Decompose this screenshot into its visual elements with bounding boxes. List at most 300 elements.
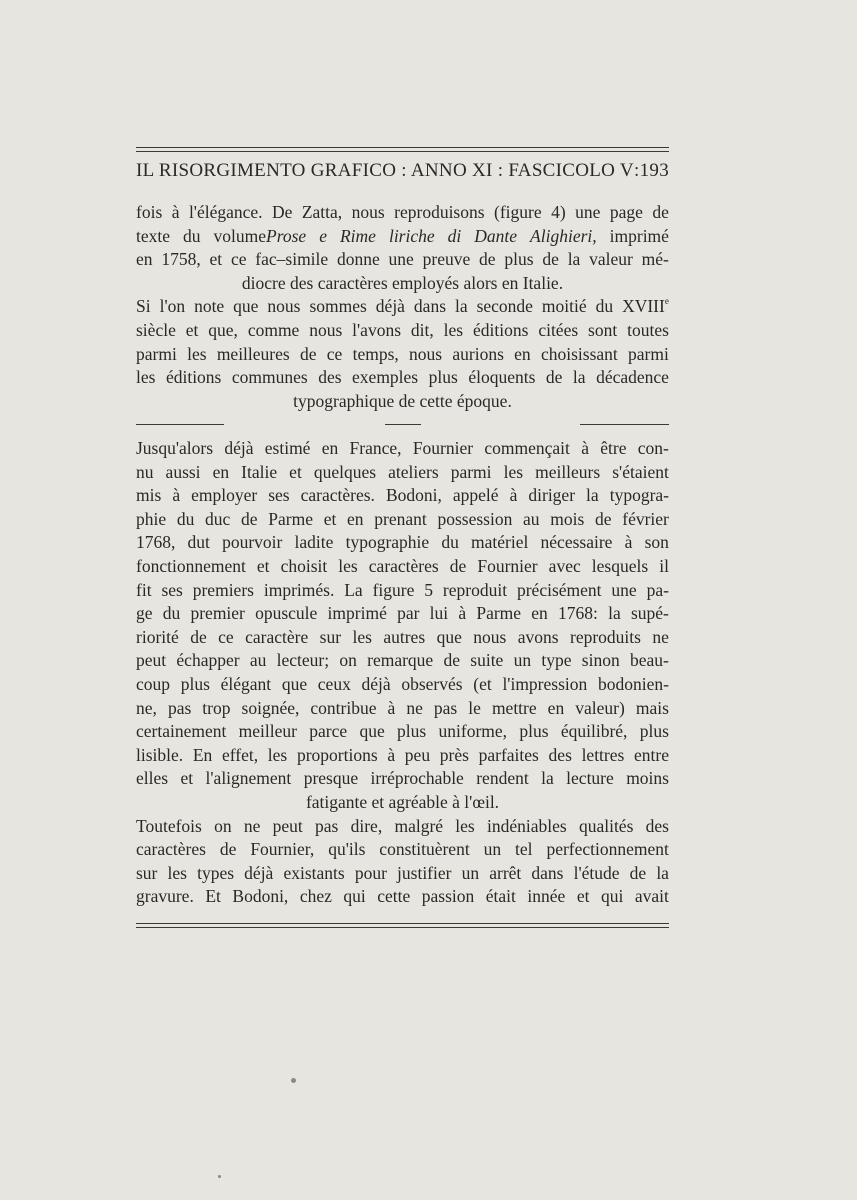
text-line [136,484,669,508]
word: Jusqu'alors [136,438,214,458]
word: avons [517,626,559,647]
word: rendent [476,768,529,789]
word: dire, [350,815,383,836]
word: fac–simile [255,249,329,270]
word: duc [205,508,231,529]
word: bodonien- [597,673,669,694]
word: à [387,744,396,765]
word: la [656,862,669,883]
word: ceux [317,673,351,694]
bottom-rule [136,923,669,924]
word: et [209,249,223,270]
section-divider-right [580,424,669,425]
word: presque [303,768,359,789]
word: à [171,202,180,222]
word: 4) [551,202,566,222]
text-line [136,697,669,721]
word: typogra- [609,485,669,506]
word: typographie [345,532,430,553]
text-line [136,579,669,603]
word: meilleur [238,721,297,742]
word: un [513,650,532,671]
text-run: typographique de cette époque. [293,390,512,411]
text-line [136,602,669,626]
word: lesquels [591,555,649,576]
word: en [136,249,153,270]
word: et [180,768,194,789]
word: Bodoni, [385,485,442,506]
word: que [359,721,385,742]
word: existants [283,862,345,883]
word: et [256,555,270,576]
word: dans [531,862,564,883]
word: Parme [476,603,522,624]
word: ce [218,626,234,647]
word: de [219,839,237,860]
word: que [281,673,308,694]
word: de [542,249,559,270]
word: en [514,343,531,364]
word: pa- [646,579,669,600]
word: reproduit [442,579,508,600]
word: que, [208,319,238,340]
word: autres [383,626,426,647]
word: de [545,367,563,388]
text-line [136,437,669,461]
word: plus [519,721,549,742]
word: commençait [484,438,570,458]
word: de [190,626,207,647]
word: en [531,603,548,624]
word: nu [136,461,154,482]
word: seconde [476,296,533,317]
word: opuscule [255,603,318,624]
word: types [197,862,235,883]
word: sinon [581,650,620,671]
word: plus [504,249,534,270]
word: une [388,249,414,270]
word: une [575,202,601,222]
text-block-1 [136,201,669,413]
word: une [611,579,637,600]
word: il [659,555,669,576]
word: imprimé [609,225,669,246]
paper-speck [218,1175,221,1178]
word: certainement [136,721,227,742]
word: meilleures [216,343,290,364]
word: parmi [450,461,492,482]
word: comme [247,319,300,340]
text-line [136,885,669,909]
word: arrêt [489,862,522,883]
word: page [609,202,643,222]
word: supé- [630,603,669,624]
word: mé- [641,249,669,270]
text-line [136,343,669,367]
word: aussi [165,461,201,482]
word: nous [267,296,301,317]
word: Alighieri, [530,225,597,246]
word: un [483,839,502,860]
word: du [595,296,614,317]
text-run: fatigante et agréable à l'œil. [305,791,500,812]
word: et [576,886,590,907]
word: du [176,508,195,529]
word: En [192,744,213,765]
word: que [436,626,462,647]
word: dit, [410,319,434,340]
word: éditions [473,319,529,340]
word: Toutefois [136,815,202,836]
word: nous [351,202,385,222]
word: de [299,343,317,364]
word: pas [167,697,192,718]
word: pour [354,862,387,883]
word: de [595,508,612,529]
word: mais [635,697,669,718]
word: de [443,650,460,671]
text-line [136,295,669,319]
word: qualités [578,815,634,836]
word: des [548,744,572,765]
word: en [347,508,364,529]
word: plus [428,367,458,388]
word: mis [136,485,162,506]
text-line [136,791,669,815]
word: les [338,555,358,576]
word: appelé [452,485,499,506]
text-line [136,461,669,485]
text-line [136,390,669,414]
word: texte [136,225,171,246]
word: justifier [397,862,452,883]
word: preuve [422,249,471,270]
word: donne [336,249,380,270]
section-divider-center [385,424,421,425]
word: les [455,815,475,836]
word: de [449,555,467,576]
word: con- [637,438,669,458]
word: lui [429,603,449,624]
word: effet, [221,744,259,765]
word: mettre [491,697,537,718]
word: constituèrent [379,839,470,860]
word: plus [180,673,210,694]
word: XVIIIe [622,296,669,317]
word: du [162,603,181,624]
word: lecteur; [276,650,330,671]
word: élégant [220,673,272,694]
word: nécessaire [540,532,613,553]
word: imprimé [327,603,387,624]
word: elles [136,768,169,789]
word: précisément [516,579,602,600]
word: avec [548,555,581,576]
word: contribue [310,697,377,718]
section-divider-left [136,424,224,425]
text-line [136,767,669,791]
word: remarque [367,650,434,671]
word: possession [437,508,513,529]
word: ses [161,579,183,600]
word: temps, [352,343,399,364]
word: décadence [596,367,669,388]
word: l'élégance. [188,202,263,222]
word: plus [639,721,669,742]
header-separator: : [633,160,640,181]
word: à [458,603,467,624]
text-line [136,366,669,390]
paper-speck [291,1078,296,1083]
word: 5 [424,579,434,600]
word: éditions [165,367,222,388]
word: et [323,508,337,529]
word: des [318,367,342,388]
word: à [624,532,633,553]
word: e [319,225,327,246]
word: les [136,367,156,388]
word: fit [136,579,152,600]
text-run: diocre des caractères employés alors en Italie. [241,272,564,293]
word: riorité [136,626,179,647]
word: au [523,508,540,529]
header-title: IL RISORGIMENTO GRAFICO : ANNO XI : FASCICOLO V [136,160,634,181]
word: et [289,461,302,482]
word: parmi [628,343,669,364]
word: des [645,815,669,836]
word: exemples [352,367,419,388]
text-line [136,649,669,673]
text-line [136,508,669,532]
word: février [622,508,669,529]
word: échapper [176,650,240,671]
word: peu [404,744,431,765]
word: plus [397,721,427,742]
word: employer [191,485,258,506]
word: beau- [629,650,669,671]
word: Et [205,886,221,907]
word: lettres [581,744,625,765]
word: du [183,225,201,246]
word: caractères [368,555,439,576]
word: proportions [296,744,378,765]
word: gravure. [136,886,194,907]
word: 1768, [136,532,176,553]
word: les [352,626,372,647]
word: s'étaient [612,461,669,482]
word: Bodoni, [232,886,289,907]
word: soignée, [241,697,300,718]
word: matériel [471,532,529,553]
word: peut [272,815,303,836]
word: moins [626,768,669,789]
word: 1758, [161,249,201,270]
text-line [136,838,669,862]
word: par [397,603,420,624]
word: les [267,744,288,765]
word: choisissant [540,343,618,364]
word: entre [634,744,669,765]
word: Italie [241,461,278,482]
word: imprimés. [263,579,335,600]
word: ge [136,603,153,624]
word: reproduisons [394,202,485,222]
word: passion [421,886,475,907]
word: près [439,744,469,765]
word: De [271,202,293,222]
word: de [241,508,258,529]
word: sur [136,862,158,883]
word: communes [231,367,308,388]
word: de [479,249,496,270]
word: note [194,296,225,317]
word: la [608,603,621,624]
word: l'avons [352,319,402,340]
word: du [441,532,459,553]
word: la [541,768,554,789]
word: de [652,202,669,222]
word: reproduits [570,626,641,647]
word: ateliers [388,461,439,482]
text-line [136,815,669,839]
word: nous [309,319,343,340]
word: la [567,249,581,270]
word: Fournier [412,438,474,458]
word: ne [652,626,669,647]
word: au [249,650,267,671]
word: trop [202,697,231,718]
text-line [136,248,669,272]
word: ne, [136,697,157,718]
word: prenant [374,508,427,529]
word: choisit [280,555,328,576]
word: moitié [541,296,587,317]
word: l'on [159,296,186,317]
word: volumeProse [213,225,307,246]
page-number: 193 [639,160,669,181]
word: déjà [361,673,391,694]
word: coup [136,673,171,694]
word: sont [588,319,618,340]
text-line [136,201,669,225]
word: l'étude [573,862,620,883]
word: diriger [528,485,576,506]
word: ses [268,485,290,506]
word: à [172,485,181,506]
word: caractères. [300,485,375,506]
word: pas [433,697,458,718]
word: ne [243,815,261,836]
text-line [136,673,669,697]
word: (et [473,673,492,694]
word: valeur [589,249,633,270]
word: parfaites [478,744,539,765]
word: innée [527,886,566,907]
word: était [485,886,516,907]
superscript: e [664,296,669,307]
word: Rime [339,225,376,246]
word: qui [343,886,366,907]
word: les [167,862,187,883]
word: premiers [192,579,254,600]
word: l'impression [502,673,588,694]
word: éloquents [468,367,536,388]
word: citées [538,319,579,340]
word: mois [550,508,585,529]
word: Fournier, [250,839,315,860]
word: di [447,225,462,246]
word: nous [473,626,507,647]
word: la [454,296,468,317]
word: fonctionnement [136,555,246,576]
word: chez [299,886,332,907]
word: les [503,461,524,482]
word: fois [136,202,163,222]
text-line [136,272,669,296]
word: ce [230,249,247,270]
word: être [600,438,627,458]
word: meilleurs [535,461,601,482]
word: La [344,579,363,600]
word: sommes [309,296,367,317]
text-line [136,862,669,886]
word: de [629,862,647,883]
word: malgré [394,815,444,836]
word: lisible. [136,744,184,765]
word: équilibré, [560,721,628,742]
word: Fournier [477,555,538,576]
word: pas [315,815,339,836]
word: perfectionnement [546,839,669,860]
word: déjà [224,438,254,458]
word: 1768: [558,603,598,624]
text-line [136,720,669,744]
word: les [443,319,464,340]
word: caractères [136,839,206,860]
text-line [136,225,669,249]
word: déjà [244,862,274,883]
word: le [468,697,481,718]
word: parmi [136,343,177,364]
word: en [547,697,565,718]
word: avait [634,886,669,907]
text-line [136,744,669,768]
word: ce [326,343,343,364]
word: pourvoir [222,532,283,553]
word: toutes [627,319,669,340]
word: en [321,438,339,458]
text-line [136,626,669,650]
word: la [586,485,599,506]
text-line [136,555,669,579]
word: les [187,343,207,364]
word: Zatta, [301,202,343,222]
word: nous [409,343,443,364]
word: la [572,367,586,388]
text-line [136,531,669,555]
word: figure [372,579,415,600]
top-rule-inner [136,151,669,152]
text-block-2 [136,437,669,909]
word: qui [600,886,624,907]
word: qu'ils [328,839,366,860]
word: observés [401,673,463,694]
word: phie [136,508,167,529]
word: irréprochable [370,768,464,789]
word: en [212,461,230,482]
word: dans [413,296,446,317]
word: à [509,485,518,506]
